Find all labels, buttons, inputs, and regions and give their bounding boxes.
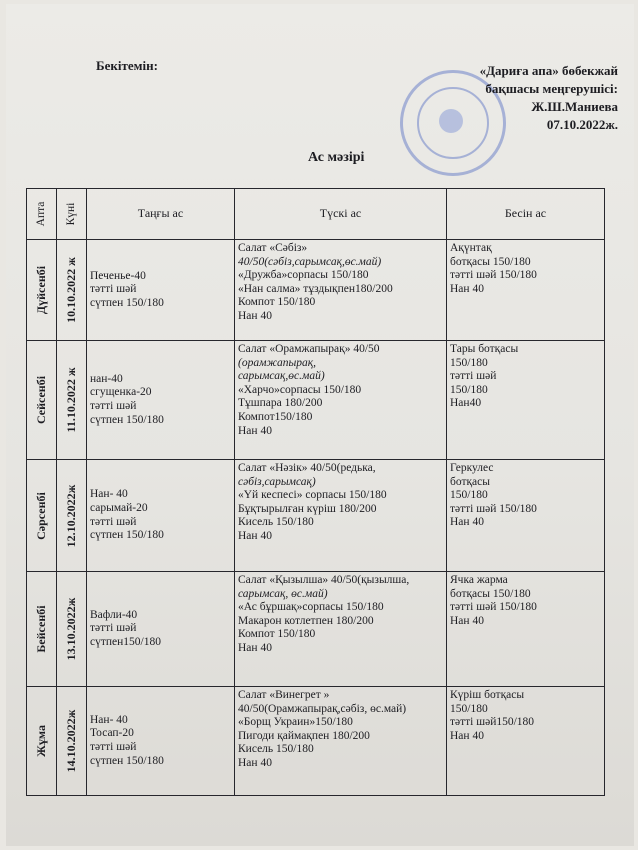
snack-cell [447,460,605,572]
approval-label: Бекітемін: [96,58,158,73]
snack-line: Нан40 [450,397,482,410]
breakfast-line: нан-40 [90,372,123,385]
table-row [27,572,605,687]
snack-cell [447,572,605,687]
breakfast-line: тәтті шәй [90,622,137,635]
lunch-line: Салат «Сәбіз» [238,242,308,254]
lunch-line: Нан 40 [238,309,272,322]
snack-line: Нан 40 [450,729,484,742]
lunch-line: «Үй кеспесі» сорпасы 150/180 [238,489,387,502]
snack-line: ботқасы 150/180 [450,255,531,268]
column-header-lunch: Түскі ас [235,189,447,240]
lunch-line: Салат «Қызылша» 40/50(қызылша, [238,574,410,586]
breakfast-cell [87,572,235,687]
date-cell: 12.10.2022ж [57,460,87,572]
breakfast-cell [87,460,235,572]
breakfast-line: Печенье-40 [90,269,146,282]
breakfast-cell [87,687,235,796]
director-name: Ж.Ш.Маниева [531,99,618,114]
breakfast-line: сүтпен 150/180 [90,413,164,426]
column-header-snack: Бесін ас [447,189,605,240]
lunch-cell [235,687,447,796]
lunch-line: сәбіз,сарымсақ) [238,475,316,488]
day-cell: Жұма [27,687,57,796]
lunch-line: «Харчо»сорпасы 150/180 [238,383,362,396]
lunch-line: Нан 40 [238,756,272,769]
day-cell: Сейсенбі [27,341,57,460]
day-cell: Дүйсенбі [27,240,57,341]
lunch-line: Компот 150/180 [238,296,316,309]
lunch-line: Компот 150/180 [238,628,316,641]
table-row [27,240,605,341]
lunch-line: «Борщ Украин»150/180 [238,716,353,729]
date-cell: 11.10.2022 ж [57,341,87,460]
snack-line: Геркулес [450,462,494,474]
lunch-line: Салат «Винегрет » [238,689,330,701]
breakfast-line: тәтті шәй [90,515,137,528]
snack-line: тәтті шәй 150/180 [450,601,537,614]
table-row [27,687,605,796]
breakfast-line: тәтті шәй [90,741,137,753]
lunch-line: 40/50(сәбіз,сарымсақ,өс.май) [238,255,382,268]
breakfast-line: Нан- 40 [90,713,128,726]
lunch-line: Тұшпара 180/200 [238,397,323,410]
lunch-line: сарымсақ,өс.май) [238,370,325,383]
snack-line: тәтті шәй 150/180 [450,269,537,282]
snack-line: Ақүнтақ [450,242,492,254]
snack-line: 150/180 [450,356,488,369]
snack-line: 150/180 [450,383,488,396]
snack-line: ботқасы 150/180 [450,587,531,600]
table-row [27,460,605,572]
snack-line: Нан 40 [450,516,484,529]
lunch-cell [235,460,447,572]
snack-cell [447,341,605,460]
day-cell: Бейсенбі [27,572,57,687]
snack-line: ботқасы [450,475,490,488]
approval-date: 07.10.2022ж. [546,117,618,132]
lunch-line: «Дружба»сорпасы 150/180 [238,269,369,282]
kindergarten-name: «Дариға апа» бөбекжай [479,63,618,78]
lunch-cell [235,240,447,341]
lunch-line: Кисель 150/180 [238,516,314,529]
snack-line: 150/180 [450,489,488,502]
snack-line: тәтті шәй150/180 [450,716,535,729]
menu-table [26,188,605,796]
lunch-cell [235,341,447,460]
date-cell: 13.10.2022ж [57,572,87,687]
lunch-line: 40/50(Орамжапырақ,сәбіз, өс.май) [238,702,407,715]
breakfast-line: сарымай-20 [90,501,148,514]
lunch-line: «Ас бұршақ»сорпасы 150/180 [238,601,384,614]
table-header-row [27,189,605,240]
lunch-line: Кисель 150/180 [238,743,314,756]
snack-line: Нан 40 [450,282,484,295]
snack-line: Нан 40 [450,614,484,627]
breakfast-line: тәтті шәй [90,400,137,412]
column-header-day: Күні [57,189,87,240]
column-header-week: Апта [27,189,57,240]
lunch-line: (орамжапырақ, [238,356,317,369]
day-cell: Сәрсенбі [27,460,57,572]
breakfast-line: Нан- 40 [90,488,128,501]
snack-line: 150/180 [450,702,488,715]
date-cell: 10.10.2022 ж [57,240,87,341]
snack-cell [447,687,605,796]
lunch-line: Нан 40 [238,424,272,437]
snack-cell [447,240,605,341]
lunch-line: Салат «Нәзік» 40/50(редька, [238,462,376,474]
breakfast-line: сүтпен 150/180 [90,754,164,767]
director-title: бақшасы меңгерушісі: [485,81,618,96]
page-title: Ас мәзірі [308,150,365,165]
breakfast-line: Вафли-40 [90,608,138,621]
snack-line: Тары ботқасы [450,343,519,355]
lunch-line: Нан 40 [238,641,272,654]
lunch-line: Нан 40 [238,529,272,542]
lunch-line: Пигоди қаймақпен 180/200 [238,729,370,742]
table-row [27,341,605,460]
breakfast-cell [87,341,235,460]
lunch-line: Бұқтырылған күріш 180/200 [238,502,377,515]
lunch-line: Компот150/180 [238,410,313,423]
snack-line: тәтті шәй [450,370,497,383]
lunch-line: Салат «Орамжапырақ» 40/50 [238,343,380,355]
column-header-breakfast: Таңғы ас [87,189,235,240]
breakfast-line: сүтпен 150/180 [90,296,164,309]
snack-line: тәтті шәй 150/180 [450,502,537,515]
lunch-line: сарымсақ, өс.май) [238,587,328,600]
breakfast-line: сгущенка-20 [90,386,152,399]
lunch-line: Макарон котлетпен 180/200 [238,614,374,627]
lunch-line: «Нан салма» тұздықпен180/200 [238,282,393,295]
date-cell: 14.10.2022ж [57,687,87,796]
lunch-cell [235,572,447,687]
breakfast-cell [87,240,235,341]
snack-line: Ячка жарма [450,574,508,586]
breakfast-line: сүтпен150/180 [90,635,161,648]
breakfast-line: сүтпен 150/180 [90,529,164,542]
breakfast-line: Тосап-20 [90,727,134,740]
snack-line: Күріш ботқасы [450,689,525,701]
breakfast-line: тәтті шәй [90,283,137,296]
approval-header [408,62,618,134]
